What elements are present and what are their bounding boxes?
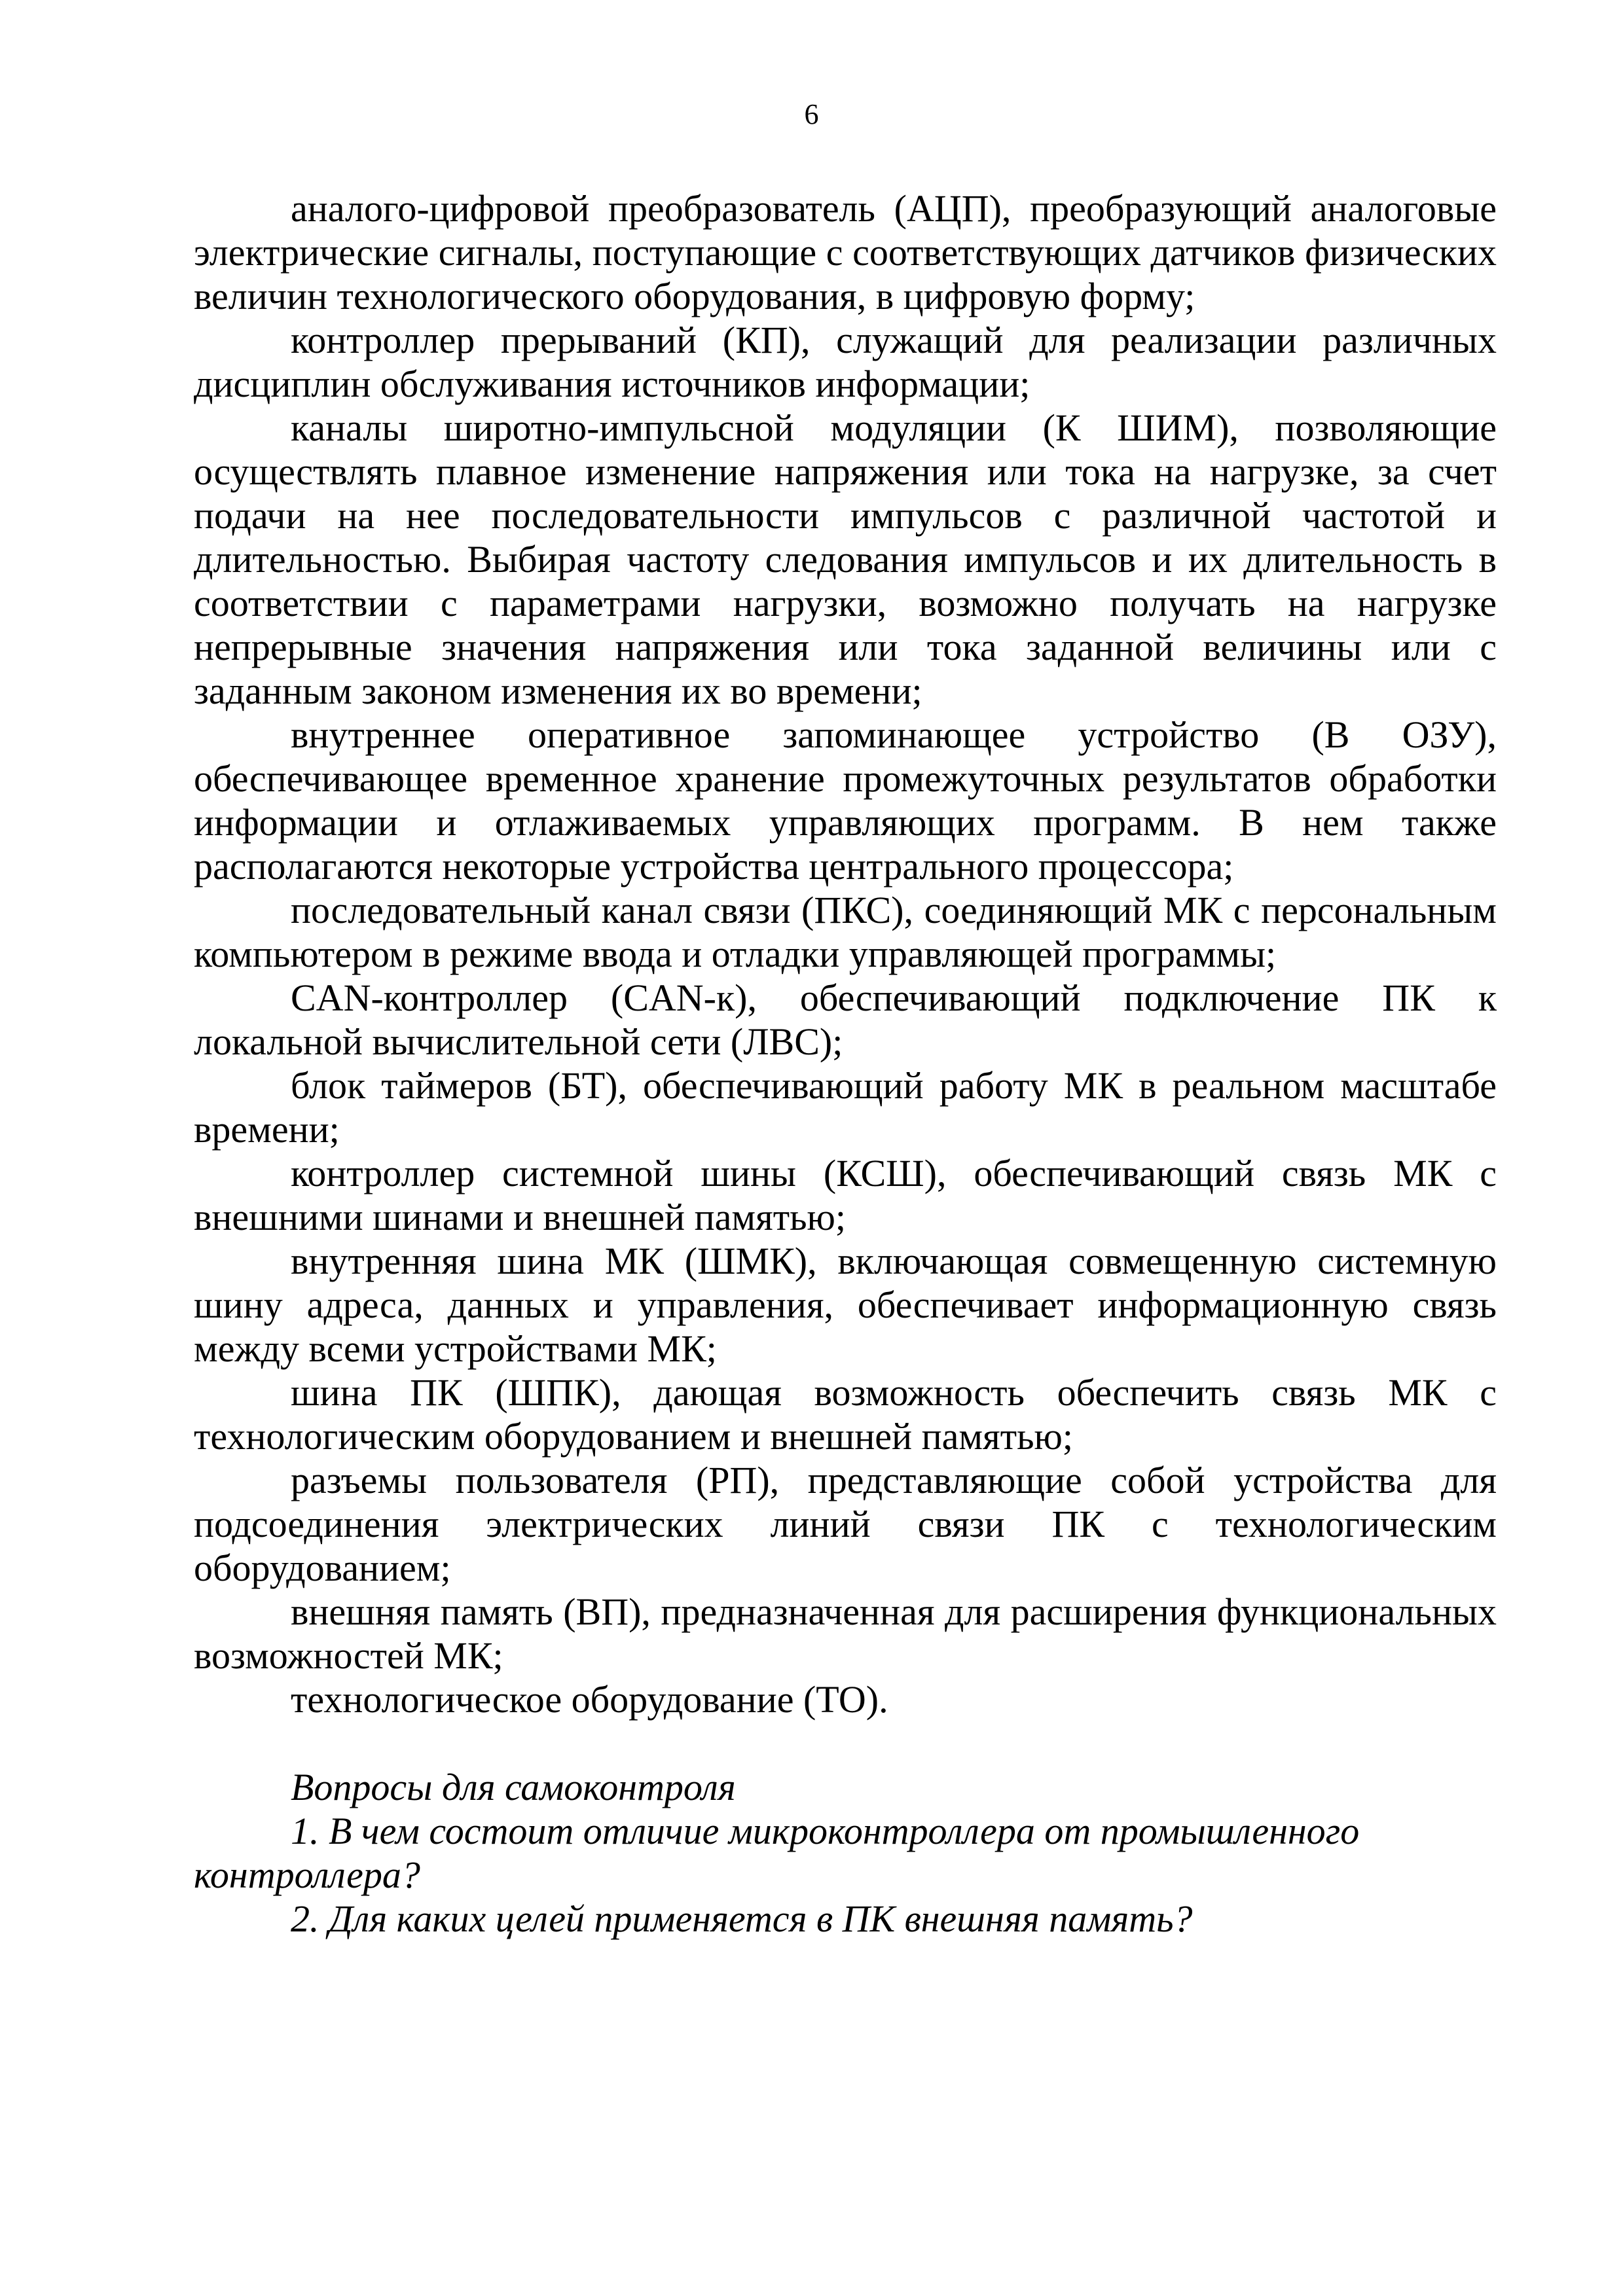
paragraph-interrupt-controller: контроллер прерываний (КП), служащий для реализации различных дисциплин обслуживания источников информации; bbox=[194, 319, 1497, 405]
paragraph-pwm-channels: каналы широтно-импульсной модуляции (К ШИМ), позволяющие осуществлять плавное изменение напряжения или тока на нагрузке, за счет подачи на нее последовательности импульсов с различной частотой и длительностью. Выбирая частоту следования импульсов и их длительность в соответствии с параметрами нагрузки, возможно получать на нагрузке непрерывные значения напряжения или тока заданной величины или с заданным законом изменения их во времени; bbox=[194, 406, 1497, 712]
paragraph-internal-ram: внутреннее оперативное запоминающее устройство (В ОЗУ), обеспечивающее временное хранение промежуточных результатов обработки информации и отлаживаемых управляющих программ. В нем также располагаются некоторые устройства центрального процессора; bbox=[194, 713, 1497, 888]
self-check-heading: Вопросы для самоконтроля bbox=[291, 1766, 736, 1808]
paragraph-system-bus-controller: контроллер системной шины (КСШ), обеспечивающий связь МК с внешними шинами и внешней памятью; bbox=[194, 1152, 1497, 1238]
page-number: 6 bbox=[804, 98, 819, 130]
paragraph-user-connectors: разъемы пользователя (РП), представляющие собой устройства для подсоединения электрических линий связи ПК с технологическим оборудованием; bbox=[194, 1459, 1497, 1589]
paragraph-external-memory: внешняя память (ВП), предназначенная для расширения функциональных возможностей МК; bbox=[194, 1590, 1497, 1677]
self-check-section bbox=[194, 1765, 1497, 1941]
question-item: 2. Для каких целей применяется в ПК внешняя память? bbox=[291, 1897, 1193, 1940]
paragraph-adc: аналого-цифровой преобразователь (АЦП), преобразующий аналоговые электрические сигналы, поступающие с соответствующих датчиков физических величин технологического оборудования, в цифровую форму; bbox=[194, 187, 1497, 317]
question-item: 1. В чем состоит отличие микроконтроллера от промышленного контроллера? bbox=[194, 1810, 1360, 1896]
paragraph-pc-bus: шина ПК (ШПК), дающая возможность обеспечить связь МК с технологическим оборудованием и внешней памятью; bbox=[194, 1371, 1497, 1458]
paragraph-internal-bus: внутренняя шина МК (ШМК), включающая совмещенную системную шину адреса, данных и управления, обеспечивает информационную связь между всеми устройствами МК; bbox=[194, 1240, 1497, 1370]
paragraph-equipment: технологическое оборудование (ТО). bbox=[291, 1678, 888, 1721]
paragraph-timer-block: блок таймеров (БТ), обеспечивающий работу МК в реальном масштабе времени; bbox=[194, 1064, 1497, 1151]
paragraph-can-controller: CAN-контроллер (CAN-к), обеспечивающий подключение ПК к локальной вычислительной сети (ЛВС); bbox=[194, 977, 1497, 1063]
paragraph-serial-channel: последовательный канал связи (ПКС), соединяющий МК с персональным компьютером в режиме ввода и отладки управляющей программы; bbox=[194, 889, 1497, 975]
body-text bbox=[194, 187, 1497, 1941]
